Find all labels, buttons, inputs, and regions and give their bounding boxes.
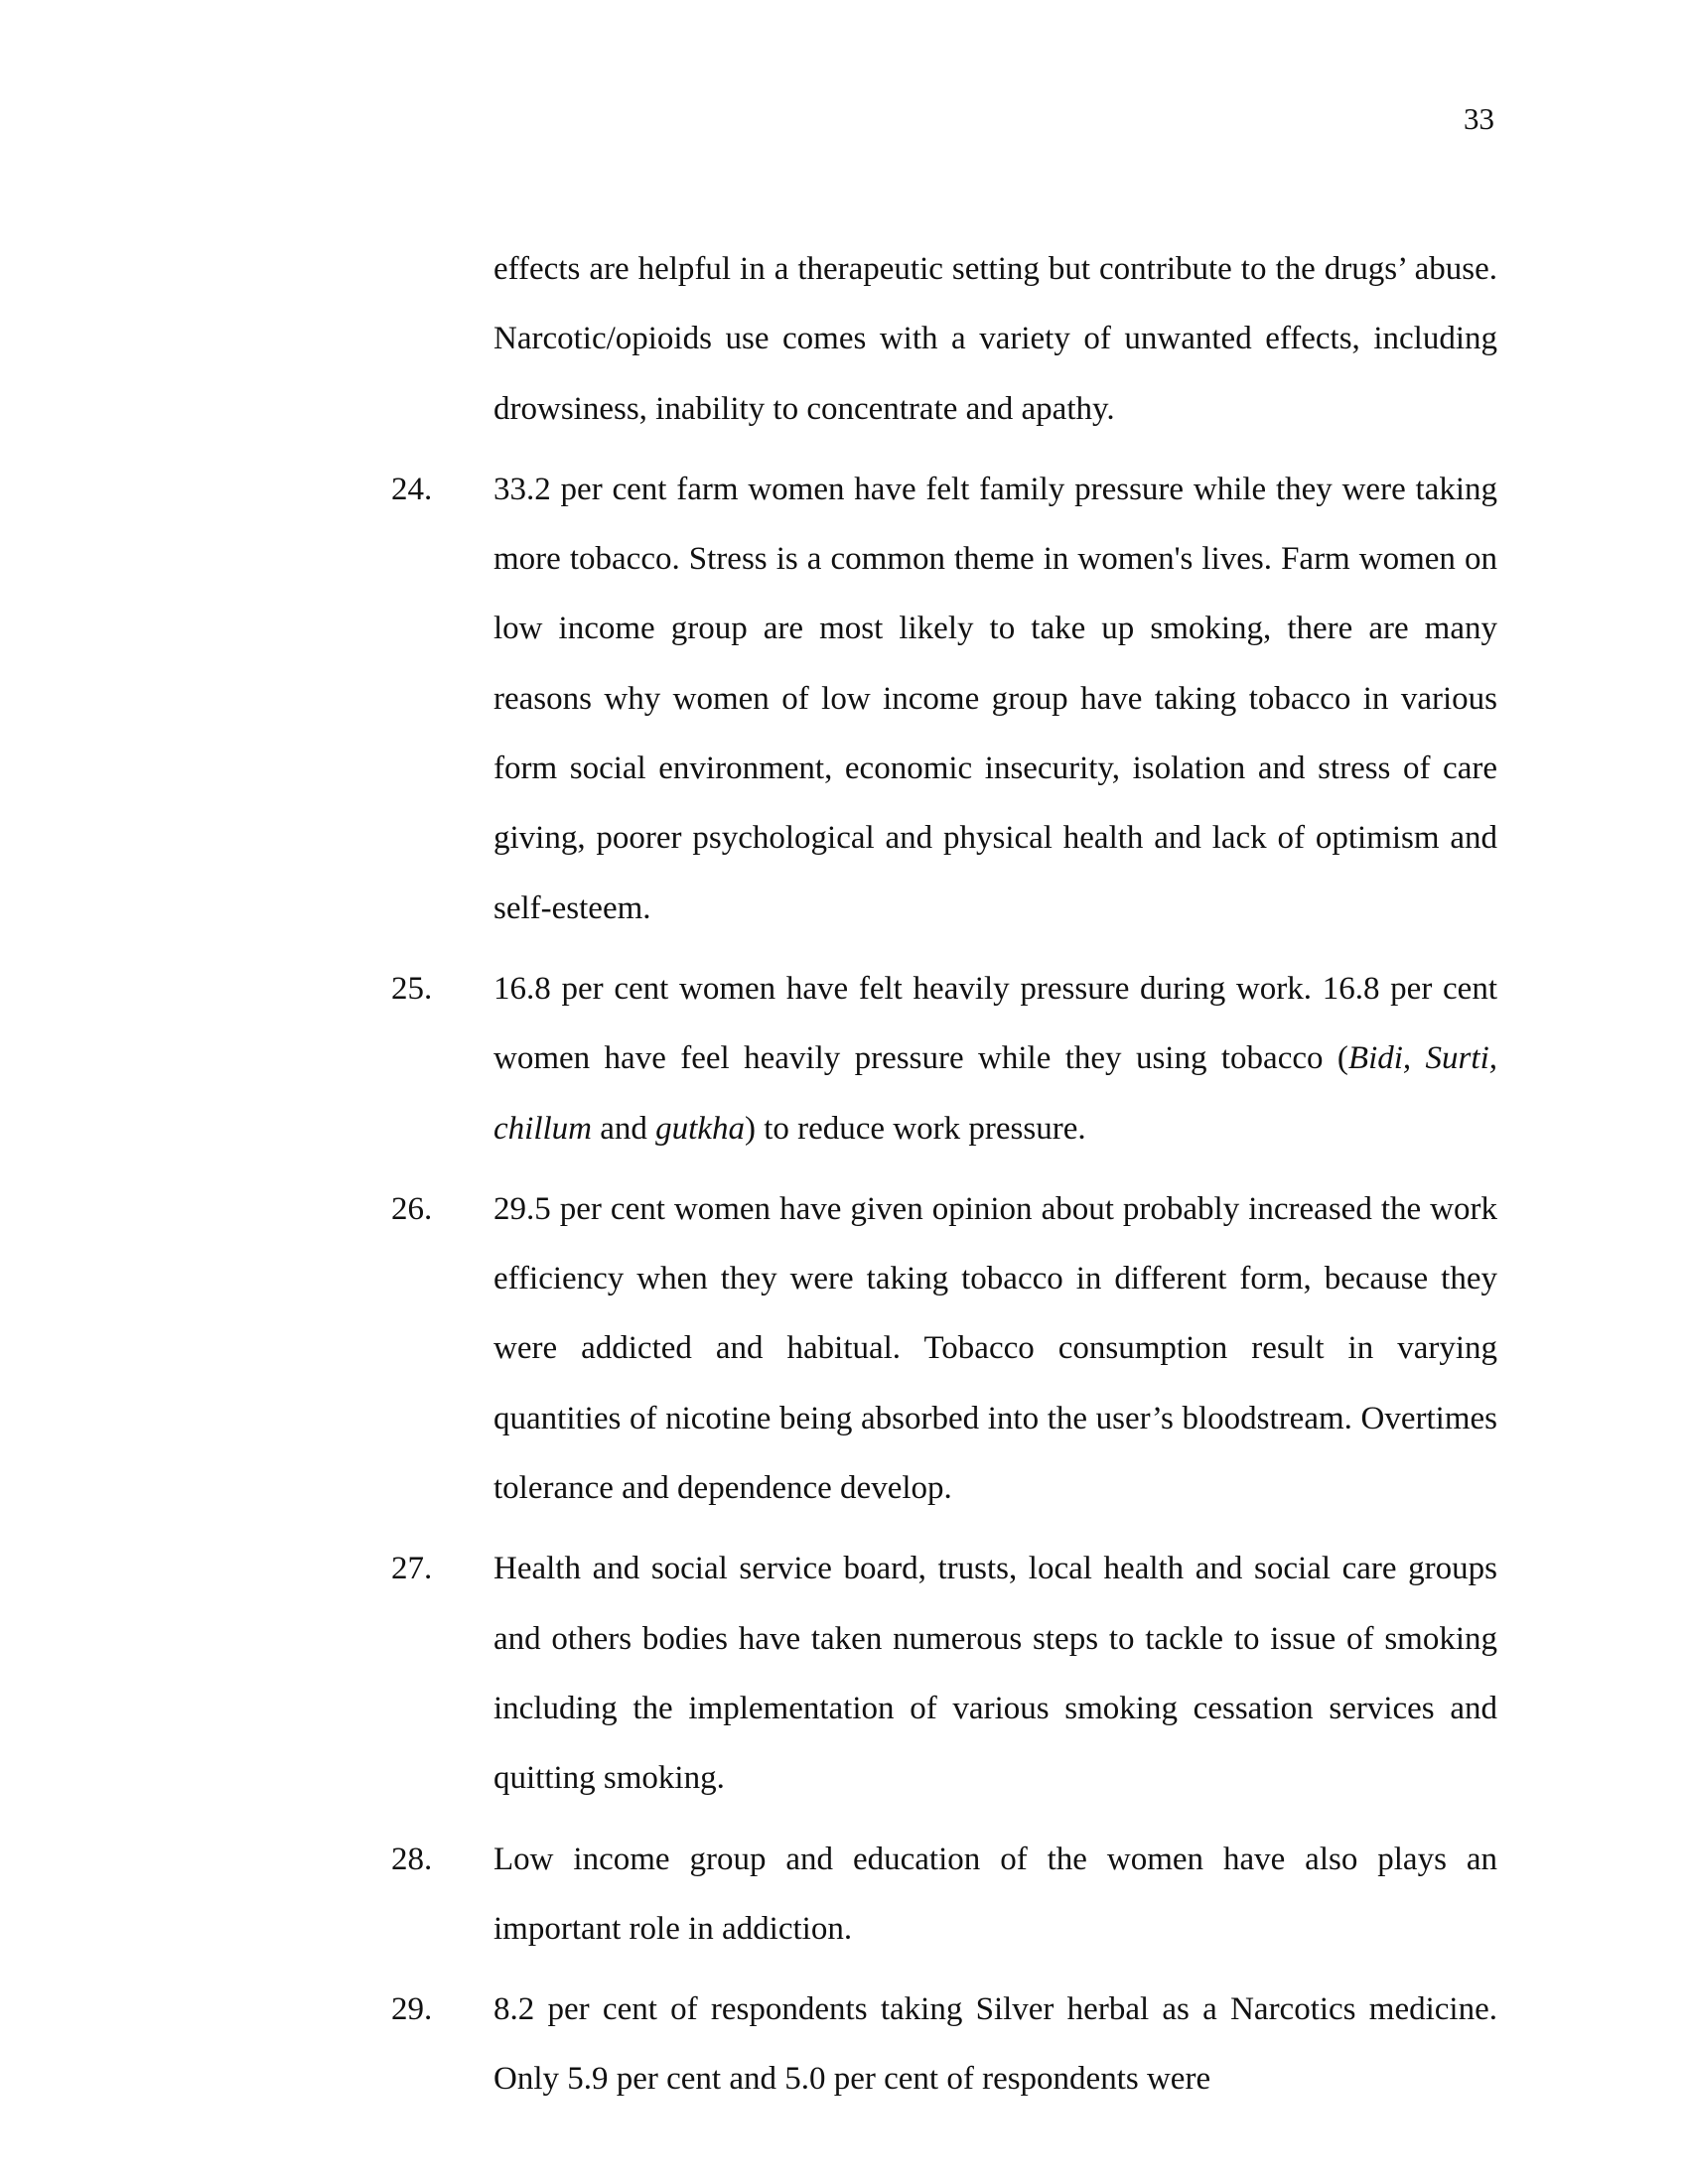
item-number: 28. bbox=[391, 1841, 433, 1877]
item-number: 27. bbox=[391, 1551, 433, 1587]
item-number: 29. bbox=[391, 1991, 433, 2028]
item-text-part: and bbox=[591, 1110, 656, 1147]
list-item bbox=[0, 954, 1688, 1163]
list-item bbox=[0, 1825, 1688, 1965]
list-item bbox=[0, 1975, 1688, 2115]
italic-term: gutkha bbox=[655, 1110, 745, 1147]
item-number: 25. bbox=[391, 970, 433, 1007]
item-text-part: 16.8 per cent women have felt heavily pressure during work. 16.8 per cent women have feel heavily pressure while they using tobacco ( bbox=[493, 970, 1497, 1077]
list-item bbox=[0, 1534, 1688, 1813]
page-number: 33 bbox=[1464, 101, 1494, 136]
item-text-part: ) to reduce work pressure. bbox=[744, 1110, 1086, 1147]
item-text: 29.5 per cent women have given opinion about probably increased the work efficiency when they were taking tobacco in different form, because they were addicted and habitual. Tobacco consumption result in varying quantities of nicotine being absorbed into the user’s bloodstream. Overtimes tolerance and dependence develop. bbox=[493, 1190, 1497, 1507]
item-text: 33.2 per cent farm women have felt family pressure while they were taking more tobacco. Stress is a common theme in women's lives. Farm women on low income group are most likely to take up smoking, there are many reasons why women of low income group have taking tobacco in various form social environment, economic insecurity, isolation and stress of care giving, poorer psychological and physical health and lack of optimism and self-esteem. bbox=[493, 471, 1497, 926]
list-item bbox=[0, 1174, 1688, 1523]
item-text: Low income group and education of the women have also plays an important role in addiction. bbox=[493, 1841, 1497, 1947]
item-text: Health and social service board, trusts, local health and social care groups and others bodies have taken numerous steps to tackle to issue of smoking including the implementation of various smoking cessation services and quitting smoking. bbox=[493, 1551, 1497, 1797]
italic-term: Bidi, Surti, chillum bbox=[493, 1040, 1497, 1147]
continuation-paragraph bbox=[0, 234, 1688, 444]
list-item bbox=[0, 455, 1688, 943]
item-number: 26. bbox=[391, 1190, 433, 1227]
item-number: 24. bbox=[391, 471, 433, 507]
document-body bbox=[0, 234, 1688, 2125]
item-text: 8.2 per cent of respondents taking Silver herbal as a Narcotics medicine. Only 5.9 per cent and 5.0 per cent of respondents were bbox=[493, 1991, 1497, 2098]
item-text bbox=[493, 954, 1497, 1163]
paragraph-text: effects are helpful in a therapeutic setting but contribute to the drugs’ abuse. Narcotic/opioids use comes with a variety of unwanted effects, including drowsiness, inability to concentrate and apathy. bbox=[493, 251, 1497, 427]
